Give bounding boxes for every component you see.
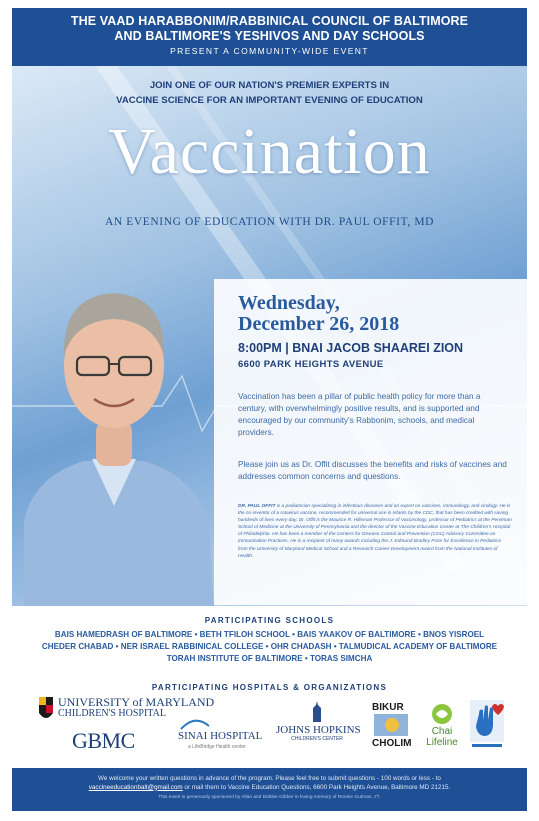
bikur-swirl-icon bbox=[372, 714, 412, 736]
footer-line-1: We welcome your written questions in advance of the program. Please feel free to submit questions - 100 words or less - to bbox=[98, 775, 441, 782]
event-subtitle: AN EVENING OF EDUCATION WITH DR. PAUL OFFIT, MD bbox=[104, 216, 435, 228]
event-title: Vaccination bbox=[108, 115, 431, 188]
speaker-bio bbox=[238, 503, 512, 560]
cholim-text: CHOLIM bbox=[372, 738, 412, 749]
header-line-1: THE VAAD HARABBONIM/RABBINICAL COUNCIL OF BALTIMORE bbox=[70, 14, 469, 28]
event-date bbox=[238, 293, 399, 335]
header-line-2: AND BALTIMORE'S YESHIVOS AND DAY SCHOOLS bbox=[114, 29, 425, 43]
intro-line-1: JOIN ONE OF OUR NATION'S PREMIER EXPERTS IN bbox=[149, 80, 390, 91]
event-day: Wednesday, bbox=[238, 292, 340, 314]
footer-line-2: or mail them to Vaccine Education Questions, 6600 Park Heights Avenue, Baltimore MD 21215. bbox=[182, 783, 451, 791]
header-line-3: PRESENT A COMMUNITY-WIDE EVENT bbox=[170, 46, 369, 56]
umd-name: UNIVERSITY of MARYLAND bbox=[58, 695, 215, 709]
event-time-venue: 8:00PM | BNAI JACOB SHAAREI ZION bbox=[238, 341, 464, 355]
description-paragraph: Vaccination has been a pillar of public health policy for more than a century, with overwhelmingly positive results, and is supported and encouraged by our community's Rabbonim, schools, and medical providers. bbox=[238, 392, 481, 437]
chai-lifeline-icon bbox=[429, 702, 455, 726]
chai-text: Chai bbox=[431, 726, 453, 737]
intro-line-2: VACCINE SCIENCE FOR AN IMPORTANT EVENING OF EDUCATION bbox=[116, 95, 423, 106]
heart-hand-icon bbox=[470, 700, 504, 750]
footer-text bbox=[12, 775, 527, 792]
sinai-swoosh-icon bbox=[180, 718, 210, 730]
contact-email-link[interactable]: vaccineeducationbalt@gmail.com bbox=[88, 783, 183, 791]
hopkins-name: JOHNS HOPKINS bbox=[276, 724, 361, 736]
intro-text bbox=[12, 78, 527, 108]
schools-line-2: CHEDER CHABAD • NER ISRAEL RABBINICAL COLLEGE • OHR CHADASH • TALMUDICAL ACADEMY OF BALTIMORE bbox=[41, 642, 498, 651]
footer-banner bbox=[12, 768, 527, 811]
header-banner bbox=[12, 8, 527, 66]
sinai-name: SINAI HOSPITAL bbox=[178, 730, 263, 742]
gbmc-logo: GBMC bbox=[72, 728, 135, 753]
sponsor-text: This event is generously sponsored by Allan and Debbie Gibber in loving memory of Ronnie Gutman, z"l. bbox=[158, 795, 381, 800]
speaker-photo bbox=[14, 271, 214, 606]
lifeline-text: Lifeline bbox=[426, 737, 458, 748]
speaker-bio-text: is a pediatrician specializing in infectious diseases and an expert on vaccines, immunology, and virology. He is the co-inventor of a rotavirus vaccine, recommended for universal use in infants by the CDC, that has been credited with saving hundreds of lives every day. Dr. Offit is the Maurice R. Hilleman Professor of Vaccinology, professor of Pediatrics at the Perelman School of Medicine at the University of Pennsylvania and the director of the Vaccine Education Center at The Children's Hospital of Philadelphia. He has been a member of the Centers for Disease Control and Prevention (CDC) Advisory Committee on Immunization Practices. He is a recipient of many awards including the J. Edmund Bradley Prize for Excellence in Pediatrics from the University of Maryland Medical School and a Research Career Development Award from the National Institutes of Health. bbox=[238, 504, 512, 559]
organization-hand-logo bbox=[470, 700, 504, 750]
bikur-cholim-logo bbox=[372, 702, 412, 752]
hospitals-heading: PARTICIPATING HOSPITALS & ORGANIZATIONS bbox=[151, 683, 388, 692]
hopkins-subtitle: CHILDREN'S CENTER bbox=[291, 736, 343, 742]
sinai-subtitle: a LifeBridge Health center bbox=[188, 744, 246, 750]
schools-list bbox=[12, 629, 527, 665]
event-address: 6600 PARK HEIGHTS AVENUE bbox=[238, 359, 384, 370]
event-details-panel bbox=[214, 279, 527, 605]
event-date-text: December 26, 2018 bbox=[238, 313, 400, 335]
invitation-paragraph: Please join us as Dr. Offit discusses the benefits and risks of vaccines and addresses common concerns and questions. bbox=[238, 460, 507, 481]
hopkins-dome-icon bbox=[309, 700, 325, 724]
schools-line-1: BAIS HAMEDRASH OF BALTIMORE • BETH TFILOH SCHOOL • BAIS YAAKOV OF BALTIMORE • BNOS YISROEL bbox=[54, 630, 485, 639]
umd-childrens-name: CHILDREN'S HOSPITAL bbox=[58, 708, 166, 719]
bikur-text: BIKUR bbox=[372, 702, 404, 713]
chai-lifeline-logo bbox=[420, 702, 464, 748]
schools-heading: PARTICIPATING SCHOOLS bbox=[204, 616, 335, 625]
speaker-bio-name: DR. PAUL OFFIT bbox=[238, 504, 276, 509]
johns-hopkins-logo bbox=[276, 700, 361, 742]
schools-line-3: TORAH INSTITUTE OF BALTIMORE • TORAS SIMCHA bbox=[166, 654, 373, 663]
umd-shield-icon bbox=[38, 695, 54, 725]
